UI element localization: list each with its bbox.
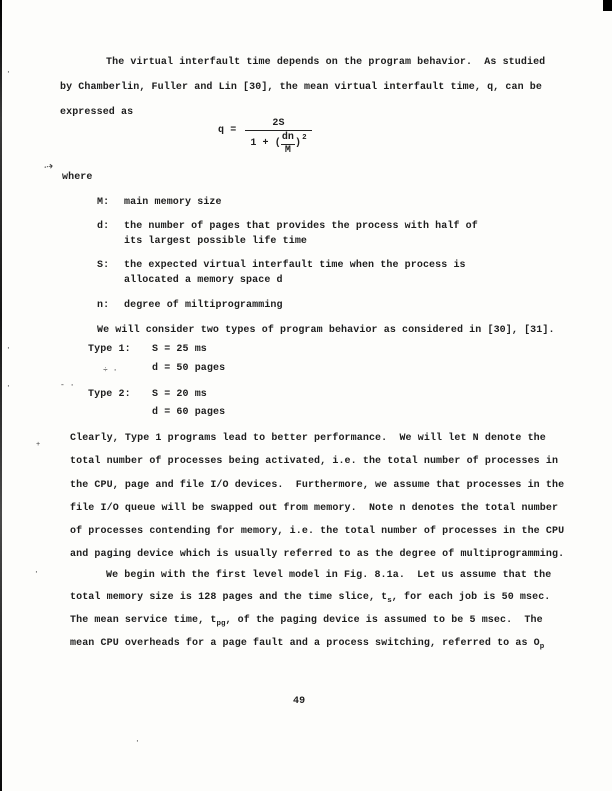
definition-symbol: n: <box>97 300 110 311</box>
formula-exponent: 2 <box>302 134 307 142</box>
line-segment: total memory size is 128 pages and the time slice, t <box>70 592 388 603</box>
scan-corner-mark <box>603 0 612 11</box>
definition-text: allocated a memory space d <box>124 275 283 286</box>
where-label: where <box>62 172 93 183</box>
paragraph2-line: of processes contending for memory, i.e. the total number of processes in the CPU <box>70 526 565 537</box>
type-label: Type 2: <box>88 389 131 400</box>
scan-speck: · <box>34 568 39 577</box>
definition-text: main memory size <box>124 197 222 208</box>
subscript-tpg: pg <box>216 620 226 628</box>
definition-symbol: S: <box>97 260 110 271</box>
formula-lhs: q = <box>218 124 237 136</box>
consider-line: We will consider two types of program behavior as considered in [30], [31]. <box>97 325 555 336</box>
subscript-ts: s <box>387 597 392 605</box>
type-s-value: S = 25 ms <box>152 344 207 355</box>
line-segment: mean CPU overheads for a page fault and a process switching, referred to as O <box>70 638 540 649</box>
scan-speck: · <box>6 344 11 353</box>
inner-numerator: dn <box>281 132 295 143</box>
formula-numerator: 2S <box>272 118 285 129</box>
definition-text: its largest possible life time <box>124 236 308 247</box>
definition-symbol: d: <box>97 221 110 232</box>
formula-fraction <box>245 118 311 156</box>
paragraph3-line <box>70 592 550 607</box>
scan-plus-speck: + <box>36 441 41 449</box>
line-segment: , for each job is 50 msec. <box>391 592 551 603</box>
definition-text: the expected virtual interfault time when the process is <box>124 260 466 271</box>
page-number: 49 <box>293 696 306 707</box>
paragraph2-line: total number of processes being activated, i.e. the total number of processes in <box>70 456 559 467</box>
type-d-value: d = 50 pages <box>152 363 226 374</box>
paragraph1-line: expressed as <box>60 107 134 118</box>
type-d-value: d = 60 pages <box>152 407 226 418</box>
inner-denominator: M <box>284 145 291 156</box>
definition-text: the number of pages that provides the process with half of <box>124 221 478 232</box>
type-label: Type 1: <box>88 344 131 355</box>
definition-text: degree of miltiprogramming <box>124 300 283 311</box>
scan-speck: · <box>6 382 11 391</box>
margin-arrow-mark: ⇢ <box>42 159 55 174</box>
denominator-suffix: ) <box>295 138 302 149</box>
paragraph3-line <box>70 638 544 653</box>
inner-fraction <box>281 133 295 156</box>
definition-symbol: M: <box>97 197 110 208</box>
paragraph3-line <box>70 615 543 630</box>
paragraph2-line: Clearly, Type 1 programs lead to better performance. We will let N denote the <box>70 433 546 444</box>
paragraph3-line: We begin with the first level model in Fig. 8.1a. Let us assume that the <box>106 570 552 581</box>
line-segment: The mean service time, t <box>70 615 217 626</box>
formula-denominator <box>245 130 311 156</box>
denominator-prefix: 1 + ( <box>250 138 281 149</box>
handwritten-dash-mark: - · <box>60 381 75 390</box>
handwritten-division-mark: ÷ · <box>103 366 118 375</box>
paragraph2-line: and paging device which is usually referred to as the degree of multiprogramming. <box>70 549 565 560</box>
paragraph2-line: file I/O queue will be swapped out from memory. Note n denotes the total number <box>70 503 559 514</box>
paragraph1-line: The virtual interfault time depends on the program behavior. As studied <box>106 57 546 68</box>
scan-speck: · <box>135 737 140 746</box>
paragraph2-line: the CPU, page and file I/O devices. Furthermore, we assume that processes in the <box>70 480 565 491</box>
interfault-time-formula <box>218 118 312 156</box>
subscript-op: p <box>539 643 545 651</box>
paragraph1-line: by Chamberlin, Fuller and Lin [30], the mean virtual interfault time, q, can be <box>60 82 542 93</box>
scan-left-edge-strip <box>0 0 2 791</box>
line-segment: , of the paging device is assumed to be 5 msec. The <box>225 615 543 626</box>
scan-speck: · <box>6 68 11 77</box>
type-s-value: S = 20 ms <box>152 389 207 400</box>
